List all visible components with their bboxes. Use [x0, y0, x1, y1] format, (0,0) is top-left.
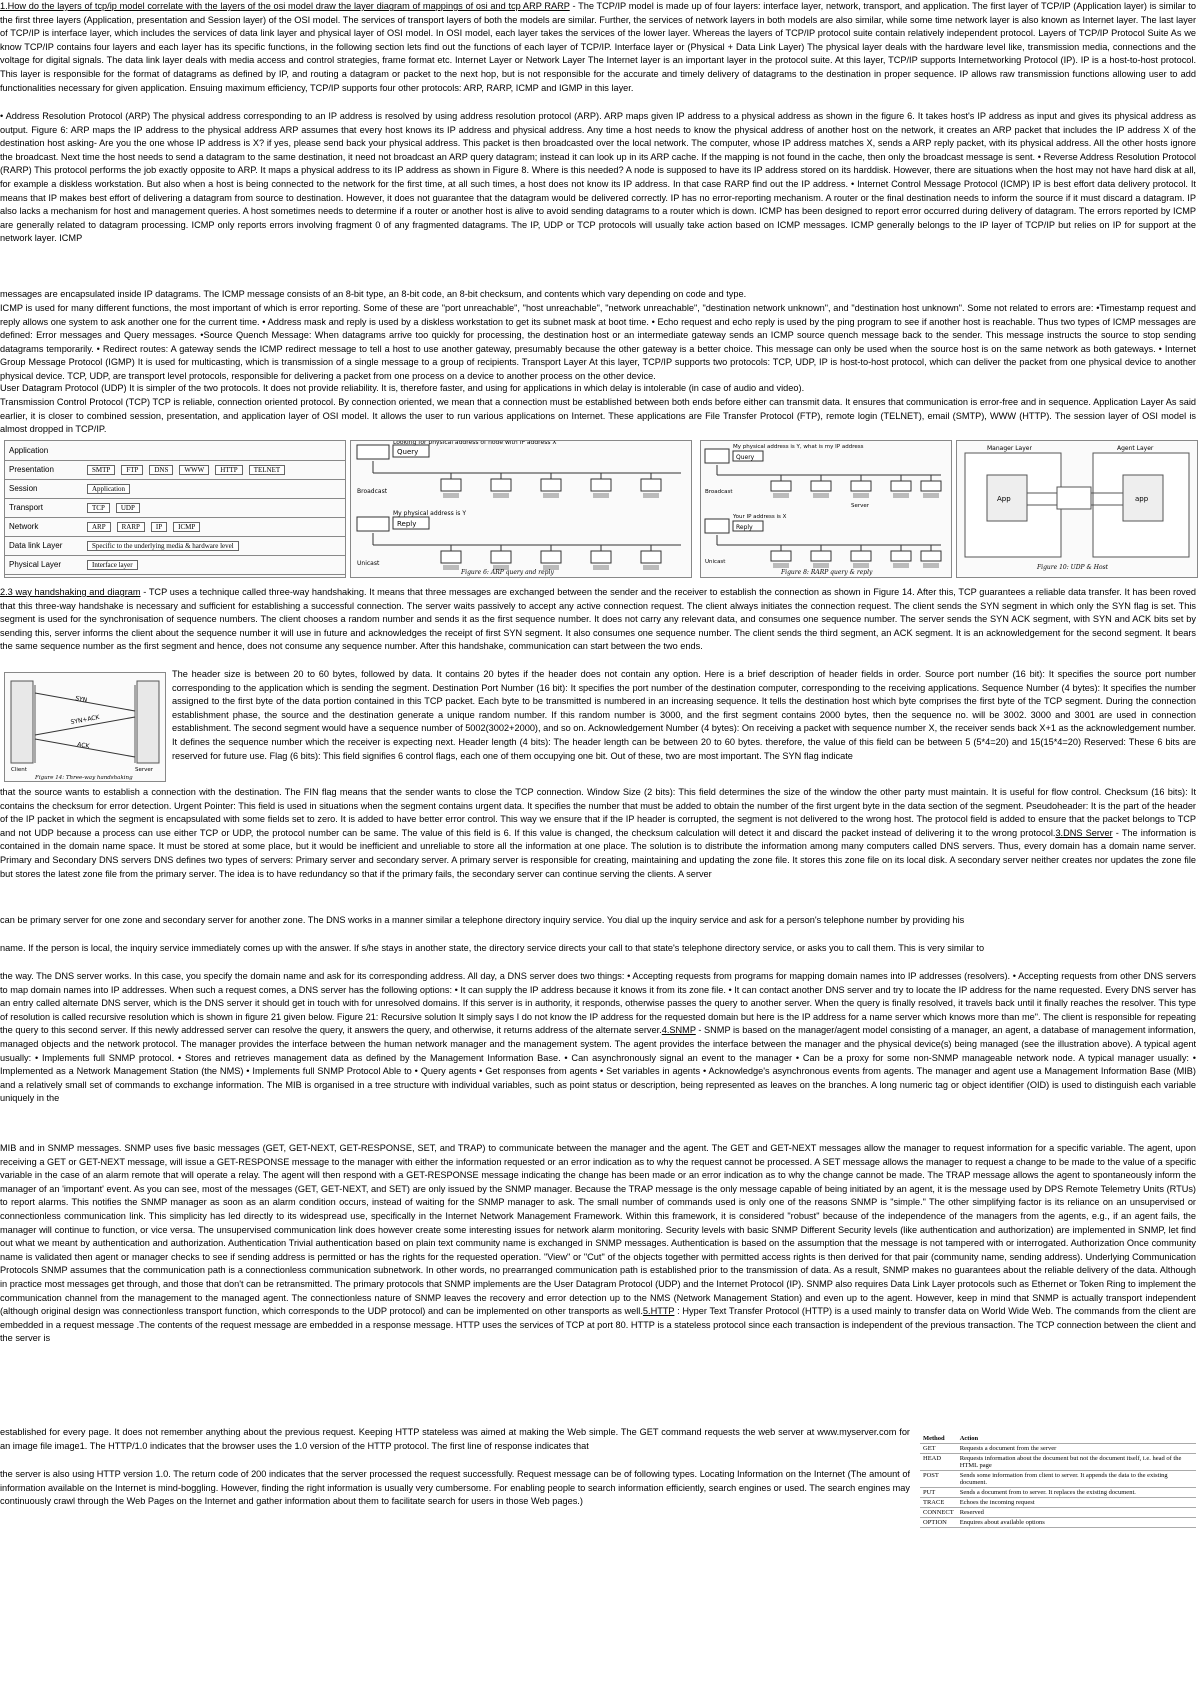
http-methods-header	[920, 1434, 1196, 1444]
rarp-diagram	[700, 440, 952, 578]
layer-label: Transport	[9, 503, 43, 512]
q2-body: - TCP uses a technique called three-way handshaking. It means that three messages are exchanged between the sender and the receiver to establish the connection as shown in Figure 14. After this, TCP guarantees a reliable data transfer. It has been roved that this three-way handshake is necessary and sufficient for establishing a successful connection. The server waits passively to accept any active connection request. The client always initiates the connection request. The client sends the SYN segment in which only the SYN flag is set. This segment is used for the synchronisation of sequence numbers. The client chooses a random number and sends it as the first sequence number. It does not carry any relevant data, and consumes one sequence number. The server sends the SYN ACK segment, with SYN and ACK bits set by sending this, server informs the client about the sequence number it will use in future and acknowledges the receipt of first SYN segment. It also consumes one sequence number. The client sends the third segment, an ACK segment. It is an acknowledgement for the second segment. It bears the same sequence number as the first segment and hence, does not consume any sequence number. After this handshake, communication can start between the two ends.	[0, 587, 1196, 652]
http-method-row	[920, 1471, 1196, 1488]
layer-label: Presentation	[9, 465, 54, 474]
q2-paragraph	[0, 586, 1196, 668]
http-method-row	[920, 1454, 1196, 1471]
tcp-header-continued: that the source wants to establish a connection with the destination. The FIN flag means that the sender wants to close the TCP connection. Window Size (2 bits): This field determines the size of the window the other party must maintain. It is useful for flow control. Checksum (16 bits): It contains the checksum for error detection. Urgent Pointer: This field is used in situations when the segment contains urgent data. It specifies the number that must be added to obtain the number of the first urgent byte in the data section of the segment. Pseudoheader: It is the part of the header of the IP packet in which the segment is encapsulated with some fields set to zero. It is added to have better error control. This way we ensure that if the IP header is corrupted, the segment is not delivered to the wrong host. The protocol field is added to ensure that the packet belongs to TCP and not UDP because a process can use either TCP or UDP, the protocol number can be same. The value of this field is 6. If this value is changed, the checksum calculation will detect it and discard the packet instead of delivering it to the wrong protocol.	[0, 787, 1196, 838]
handshake-caption: Figure 14: Three-way handshaking	[35, 775, 133, 781]
rarp-query-box-label: Query	[736, 454, 755, 461]
arp-query-box-label: Query	[397, 448, 419, 456]
server-computer	[137, 681, 159, 763]
manager-app-label: App	[997, 495, 1011, 503]
layer-row	[5, 498, 345, 518]
protocol-box: SMTP	[87, 465, 115, 475]
http-method-name: POST	[920, 1471, 957, 1488]
network-node	[771, 551, 791, 561]
layer-label: Session	[9, 484, 38, 493]
http-method-row	[920, 1488, 1196, 1498]
http-method-action: Enquires about available options	[957, 1518, 1196, 1528]
node-keyboard	[443, 493, 459, 498]
tcp-paragraph: Transmission Control Protocol (TCP) TCP is reliable, connection oriented protocol. By connection oriented, we mean that a connection must be established between both ends before either can transmit data. It ensures that communication is error-free and in sequence. Application Layer As said earlier, it is closer to combined session, presentation, and application layer of OSI model. It allows the user to run various applications on Internet. These applications are File Transfer Protocol (FTP), remote login (TELNET), email (SMTP), WWW (HTTP). The session layer of OSI model is almost dropped in TCP/IP.	[0, 397, 1196, 435]
client-label: Client	[11, 767, 27, 773]
handshake-diagram	[4, 672, 166, 782]
protocol-box: ICMP	[173, 522, 200, 532]
node-keyboard	[593, 565, 609, 570]
layer-row	[5, 441, 345, 461]
protocol-box: Specific to the underlying media & hardware level	[87, 541, 239, 551]
protocol-box: Application	[87, 484, 130, 494]
arp-broadcast-label: Broadcast	[357, 488, 388, 495]
arp-reply-box-label: Reply	[397, 520, 417, 528]
rarp-caption: Figure 8: RARP query & reply	[781, 569, 873, 576]
icmp-paragraph: ICMP is used for many different functions, the most important of which is error reporting. Some of these are "port unreachable", "host unreachable", "network unreachable", "destination network unknown", and "destination host unknown". Some not related to errors are: •Timestamp request and reply allows one system to ask another one for the current time. • Address mask and reply is used by a diskless workstation to get its subnet mask at boot time. • Echo request and echo reply is used by the ping program to see if another host is reachable. Thus two types of ICMP messages are defined: Error messages and Query messages. •Source Quench Message: When datagrams arrive too quickly for processing, the destination host or an intermediate gateway sends an ICMP source quench message back to the sender. This message instructs the source to stop sending datagrams temporarily. • Redirect routes: A gateway sends the ICMP redirect message to tell a host to use another gateway, presumably because the other gateway is a better choice. This message can only be used when the source host is on the same network as both gateways. • Internet Group Message Protocol (IGMP) It is used for multicasting, which is transmission of a single message to a group of recipients. Transport Layer At this layer, TCP/IP supports two protocols: TCP, UDP, IP is host-to-host protocol, which can deliver the packet from one physical device to another physical device. TCP, UDP, are transport level protocols, responsible for delivering a packet from one process on a device to another process on the other device.	[0, 303, 1196, 381]
http-method-action: Sends a document from to server. It replaces the existing document.	[957, 1488, 1196, 1498]
http-method-action: Requests a document from the server	[957, 1444, 1196, 1454]
node-keyboard	[773, 493, 789, 498]
http-method-action: Reserved	[957, 1508, 1196, 1518]
node-keyboard	[813, 563, 829, 568]
dns-paragraph	[0, 786, 1196, 908]
q1-heading[interactable]: 1.How do the layers of tcp/ip model correlate with the layers of the osi model draw the layer diagram of mappings of osi and tcp ARP RARP	[0, 1, 570, 11]
snmp-http-paragraph	[0, 1142, 1196, 1408]
dns-body: - The information is contained in the domain name space. It must be stored at some place, but it would be inefficient and unreliable to store all the information at one place. The solution is to distribute the information among many computers called DNS servers. Thus, every domain has a domain name server. Primary and Secondary DNS servers DNS defines two types of servers: Primary server and secondary server. A primary server is responsible for creating, maintaining and updating the zone file. It stores this zone file on its local disk. A secondary server neither creates nor updates the zone file but stores the latest zone file from the primary server. The idea is to have redundancy so that if the primary fails, the secondary server can continue serving the clients. A server	[0, 827, 1196, 879]
rarp-unicast-label: Unicast	[705, 559, 726, 565]
http-method-action: Requests information about the document but not the document itself, i.e. head of the HTML page	[957, 1454, 1196, 1471]
protocol-box: DNS	[149, 465, 173, 475]
syn-label: SYN	[74, 695, 88, 705]
agent-app-label: app	[1135, 495, 1149, 503]
protocol-box: UDP	[116, 503, 140, 513]
node-keyboard	[543, 493, 559, 498]
http-body: : Hyper Text Transfer Protocol (HTTP) is a used mainly to transfer data on World Wide Web. The commands from the client are embedded in a request message .The contents of the request message are embedded in a response message. HTTP uses the services of TCP at port 80. HTTP is a stateless protocol since each transaction is independent of the previous transaction. The TCP connection between the client and the server is	[0, 1306, 1196, 1344]
network-node	[851, 481, 871, 491]
protocol-box: WWW	[179, 465, 209, 475]
http-method-row	[920, 1498, 1196, 1508]
http-heading[interactable]: 5.HTTP	[642, 1306, 675, 1317]
syn-ack-label: SYN+ACK	[70, 714, 101, 726]
node-keyboard	[813, 493, 829, 498]
network-node	[491, 551, 511, 563]
http-method-row	[920, 1508, 1196, 1518]
q1-body: - The TCP/IP model is made up of four layers: interface layer, network, transport, and application. The first layer of TCP/IP (Application layer) is similar to the first three layers (Application, presentation and Session layer) of the OSI model. The services of transport layers of both the models are similar. Further, the services of network layers in both models are also similar, while some time network layer is also known as Internet layer. The last layer of TCP/IP is interface layer, which includes the services of data link layer and physical layer of OSI model. In OSI model, each layer takes the services of the lower layer. Whereas the layers of TCP/IP protocol suite contain relatively independent protocol. Layers of TCP/IP Protocol Suite As we know TCP/IP contains four layers and each layer has its specific functions, in the following section lets find out the functions of each layer of TCP/IP. Interface layer or (Physical + Data Link Layer) The physical layer deals with the hardware level like, transmission media, connections and the voltage for digital signals. The data link layer deals with media access and control strategies, frame format etc. Internet Layer or Network Layer The Internet layer is an important layer in the protocol suite. At this layer, TCP/IP supports Internetworking Protocol (IP). IP is a host-to-host protocol. This layer is responsible for the format of datagrams as defined by IP, and routing a datagram or packet to the next hop, but is not responsible for the accurate and timely delivery of datagrams to the destination in proper sequence. IP allows raw transmission functions allowing user to add functionalities necessary for given application. Ensuing maximum efficiency, TCP/IP supports four other protocols: ARP, RARP, ICMP and IGMP in this layer.	[0, 1, 1196, 93]
network-node	[641, 479, 661, 491]
dns-heading[interactable]: 3.DNS Server	[1055, 827, 1113, 838]
network-node	[591, 479, 611, 491]
http-method-name: PUT	[920, 1488, 957, 1498]
rarp-svg	[701, 441, 951, 577]
node-keyboard	[593, 493, 609, 498]
protocol-box: FTP	[121, 465, 143, 475]
network-node	[641, 551, 661, 563]
network-node	[491, 479, 511, 491]
network-node	[441, 479, 461, 491]
rarp-host-b	[705, 519, 729, 533]
layer-label: Physical Layer	[9, 560, 62, 569]
layer-label: Application	[9, 446, 49, 455]
network-node	[591, 551, 611, 563]
rarp-reply-box-label: Reply	[736, 524, 753, 531]
udp-host-diagram	[956, 440, 1198, 578]
handshake-svg	[5, 673, 165, 781]
http-method-name: CONNECT	[920, 1508, 957, 1518]
network-node	[921, 551, 941, 561]
arp-host-a	[357, 445, 389, 459]
node-keyboard	[893, 563, 909, 568]
node-keyboard	[923, 563, 939, 568]
dns-line-3: name. If the person is local, the inquiry service immediately comes up with the answer. If s/he stays in another state, the directory service directs your call to that state's telephone directory service, or asks you to call them. This is very similar to	[0, 943, 985, 953]
dns-snmp-paragraph	[0, 970, 1196, 1126]
network-node	[541, 479, 561, 491]
protocol-box: TELNET	[249, 465, 285, 475]
node-keyboard	[853, 563, 869, 568]
node-keyboard	[643, 565, 659, 570]
arp-unicast-label: Unicast	[357, 560, 380, 567]
protocol-box: TCP	[87, 503, 110, 513]
arp-host-b	[357, 517, 389, 531]
snmp-heading[interactable]: 4.SNMP	[661, 1025, 696, 1036]
udp-paragraph: User Datagram Protocol (UDP) It is simpler of the two protocols. It does not provide reliability. It is, therefore faster, and using for applications in which delay is intolerable (in case of audio and video).	[0, 383, 805, 393]
http-method-name: GET	[920, 1444, 957, 1454]
udp-middle-box	[1057, 487, 1091, 509]
layer-label: Data link Layer	[9, 541, 63, 550]
dns-line-2: can be primary server for one zone and secondary server for another zone. The DNS works in a manner similar a telephone directory inquiry service. You dial up the inquiry service and ask for a person's telephone number by providing his	[0, 915, 965, 925]
rarp-query-label: My physical address is Y, what is my IP address	[733, 444, 864, 450]
network-node	[811, 481, 831, 491]
network-node	[891, 481, 911, 491]
http-method-name: OPTION	[920, 1518, 957, 1528]
arp-reply-label: My physical address is Y	[393, 510, 466, 517]
http-paragraph-2: established for every page. It does not remember anything about the previous request. Keeping HTTP stateless was aimed at making the Web simple. The GET command requests the web server at www.myserver.com for an image file image1. The HTTP/1.0 indicates that the browser uses the 1.0 version of the HTTP protocol. The first line of response indicates that	[0, 1427, 910, 1451]
http-method-name: HEAD	[920, 1454, 957, 1471]
agent-layer-title: Agent Layer	[1117, 445, 1154, 452]
ack-label: ACK	[76, 741, 90, 751]
protocol-box: ARP	[87, 522, 111, 532]
network-node	[771, 481, 791, 491]
node-keyboard	[923, 493, 939, 498]
arp-caption: Figure 6: ARP query and reply	[461, 569, 554, 576]
network-node	[541, 551, 561, 563]
node-keyboard	[853, 493, 869, 498]
layer-row	[5, 555, 345, 575]
http-method-action: Echoes the incoming request	[957, 1498, 1196, 1508]
network-node	[851, 551, 871, 561]
method-header: Method	[920, 1434, 957, 1444]
http-method-row	[920, 1444, 1196, 1454]
arp-paragraph: • Address Resolution Protocol (ARP) The physical address corresponding to an IP address is resolved by using address resolution protocol (ARP). ARP maps given IP address to a physical address as shown in the figure 6. It takes host's IP address as input and gives its physical address as output. Figure 6: ARP maps the IP address to the physical address ARP assumes that every host knows its IP address and physical address. Any time a host needs to know the physical address of another host on the network, it creates an ARP packet that includes the IP address X of the destination host asking- Are you the one whose IP address is X? if yes, please send back your physical address. This packet is then broadcasted over the local network. The computer, whose IP address matches X, sends a ARP reply packet, with its physical address. All the other hosts ignore the broadcast. Next time the host needs to send a datagram to the same destination, it need not broadcast an ARP query datagram; instead it can look up in its ARP cache. If the mapping is not found in the cache, then only the broadcast message is sent. • Reverse Address Resolution Protocol (RARP) This protocol performs the job exactly opposite to ARP. It maps a physical address to its IP address as shown in Figure 8. Where is this needed? A node is supposed to have its IP address stored on its harddisk. However, there are situations when the host may not have hard disk at all, for example a diskless workstation. But also when a host is being connected to the network for the first time, at all such times, a host does not know its IP address. In that case RARP find out the IP address. • Internet Control Message Protocol (ICMP) IP is best effort data delivery protocol. It means that IP makes best effort of delivering a datagram from source to destination. However, it does not guarantee that the datagram would be delivered correctly. IP has no error-reporting mechanism. A router or the final destination needs to inform the source if it must discard a datagram. IP also lacks a mechanism for host and management queries. A host sometimes needs to determine if a router or another host is alive to avoid sending datagrams to a router which is down. ICMP has been designed to report error occurred during delivery of datagram. The errors reported by ICMP are generally related to datagram processing. ICMP only reports errors involving fragment 0 of any fragmented datagrams. The IP, UDP or TCP protocols will usually take action based on ICMP messages. ICMP generally belongs to the IP layer of TCP/IP but relies on IP for support at the network layer. ICMP	[0, 111, 1196, 244]
arp-diagram	[350, 440, 692, 578]
network-node	[441, 551, 461, 563]
layer-row	[5, 517, 345, 537]
protocol-box: RARP	[117, 522, 145, 532]
node-keyboard	[643, 493, 659, 498]
network-node	[891, 551, 911, 561]
node-keyboard	[773, 563, 789, 568]
network-node	[921, 481, 941, 491]
node-keyboard	[893, 493, 909, 498]
protocol-box: Interface layer	[87, 560, 138, 570]
tcpip-layer-diagram	[4, 440, 346, 578]
udp-host-svg	[957, 441, 1197, 577]
network-node	[811, 551, 831, 561]
server-label: Server	[135, 767, 154, 773]
node-keyboard	[443, 565, 459, 570]
rarp-host-a	[705, 449, 729, 463]
rarp-reply-label: Your IP address is X	[733, 514, 787, 520]
node-keyboard	[493, 493, 509, 498]
action-header: Action	[957, 1434, 1196, 1444]
q1-paragraph	[0, 0, 1196, 110]
layer-row	[5, 536, 345, 556]
tcp-header-paragraph: The header size is between 20 to 60 bytes, followed by data. It contains 20 bytes if the header does not contain any option. Here is a brief description of header fields in order. Source port number (16 bit): It specifies the source port number corresponding to the application which is sending the segment. Destination Port Number (16 bit): It specifies the port number of the destination computer, corresponding to the receiving applications. Sequence Number (4 bytes): It specifies the number assigned to the first byte of the data portion contained in this TCP packet. Each byte to be transmitted is numbered in an increasing sequence. It tells the destination host which byte comprises the first byte of the TCP segment. During the connection establishment phase, the source and the destination generate a unique random number. If this random number is 3000, and the first segment contains 2000 bytes, then the sequence no. will be 3002. 3000 and 3001 are used in connection establishment. The second segment would have a sequence number of 5002(3002+2000), and so on. Acknowledgement Number (4 bytes): On receiving a packet with sequence number X, the receiver sends back X+1 as the acknowledgement number. It defines the sequence number which the receiver is expecting next. Header length (4 bits): The header length can be between 20 to 60 bytes. therefore, the value of this field can be between 5 (5*4=20) and 15(15*4=20) Reserved: These 6 bits are reserved for future use. Flag (6 bits): This field signifies 6 control flags, each one of them occupying one bit. Out of these, two are most important. The SYN flag indicate	[172, 669, 1196, 761]
manager-layer-title: Manager Layer	[987, 445, 1032, 452]
rarp-broadcast-label: Broadcast	[705, 489, 733, 495]
protocol-box: IP	[151, 522, 167, 532]
client-computer	[11, 681, 33, 763]
snmp-body-2: MIB and in SNMP messages. SNMP uses five basic messages (GET, GET-NEXT, GET-RESPONSE, SET, and TRAP) to communicate between the manager and the agent. The GET and GET-NEXT messages allow the manager to request information for a specific variable. The agent, upon receiving a GET or GET-NEXT message, will issue a GET-RESPONSE message to the manager with either the information requested or an error indication as to why the request cannot be processed. A SET message allows the manager to request a change to be made to the value of a specific variable in the case of an alarm remote that will operate a relay. The agent will then respond with a GET-RESPONSE message indicating the change has been made or an error indication as to why the change cannot be made. The TRAP message allows the agent to spontaneously inform the manager of an 'important' event. As you can see, most of the messages (GET, GET-NEXT, and SET) are only issued by the SNMP manager. Because the TRAP message is the only message capable of being initiated by an agent, it is the message used by DPS Remote Telemetry Units (RTUs) to report alarms. This notifies the SNMP manager as soon as an alarm condition occurs, instead of waiting for the SNMP manager to ask. The small number of commands used is only one of the reasons SNMP is "simple." The other simplifying factor is its reliance on an unsupervised or connectionless communication link. This simplicity has led directly to its widespread use, specifically in the Internet Network Management Framework. Within this framework, it is considered "robust" because of the independence of the managers from the agents, e.g., if an agent fails, the manager will continue to function, or vice versa. The unsupervised communication link does however create some interesting issues for network alarm monitoring. Security levels with basic SNMP Different Security levels (like authentication and authorization) are implemented in SNMP, let find out what we meant by authentication and authorization. Authentication Trivial authentication based on plain text community name is exchanged in SNMP messages. Authentication is based on the assumption that the message is not tampered with or interrogated. Authorization Once community name is validated then agent or manager checks to see if sending address is permitted or has the rights for the requested operation. "View" or "Cut" of the objects together with permitted access rights is then derived for that pair (community name, sending address). Underlying Communication Protocols SNMP assumes that the communication path is a connectionless communication subnetwork. In other words, no prearranged communication path is established prior to the transmission of data. As a result, SNMP makes no guarantees about the reliable delivery of the data. Although in practice most messages get through, and those that don't can be retransmitted. The primary protocols that SNMP implements are the User Datagram Protocol (UDP) and the Internet Protocol (IP). SNMP also requires Data Link Layer protocols such as Ethernet or Token Ring to implement the communication channel from the management to the managed agent. The connectionless nature of SNMP leaves the recovery and error detection up to the NMS (Network Management Station) and even up to the agent. However, keep in mind that SNMP is actually transport independent (although original design was connectionless transport function, which corresponds to the UDP protocol) and can be implemented on other transports as well.	[0, 1143, 1196, 1317]
snmp-body: - SNMP is based on the manager/agent model consisting of a manager, an agent, a database of management information, managed objects and the network protocol. The manager provides the interface between the human network manager and the management system. The agent provides the interface between the manager and the physical device(s) being managed (see the illustration above). A typical agent usually: • Implements full SNMP protocol. • Stores and retrieves management data as defined by the Management Information Base. • Can asynchronously signal an event to the manager • Can be a proxy for some non-SNMP manageable network node. A typical manager usually: • Implemented as a Network Management Station (the NMS) • Implements full SNMP Protocol Able to • Query agents • Get responses from agents • Set variables in agents • Acknowledge's asynchronous events from agents. The manager and agent use a Management Information Base (MIB) and a relatively small set of commands to exchange information. The MIB is organised in a tree structure with individual variables, such as point status or description, being represented as leaves on the branches. A long numeric tag or object identifier (OID) is used to distinguish each variable uniquely in the	[0, 1025, 1196, 1104]
arp-svg	[351, 441, 691, 577]
arp-query-label: Looking for physical address of node with IP address X	[393, 441, 557, 446]
http-methods-table	[920, 1434, 1196, 1528]
udp-host-caption: Figure 10: UDP & Host	[1037, 564, 1109, 571]
layer-row	[5, 479, 345, 499]
layer-label: Network	[9, 522, 39, 531]
http-method-action: Sends some information from client to server. It appends the data to the existing document.	[957, 1471, 1196, 1488]
dns-body-2: the way. The DNS server works. In this case, you specify the domain name and ask for its corresponding address. All day, a DNS server does two things: • Accepting requests from programs for mapping domain names into IP addresses (resolvers). • Accepting requests from other DNS servers to map domain names into IP addresses. When such a request comes, a DNS server has the following options: • It can supply the IP address because it knows it from its zone file. • It can contact another DNS server and try to locate the IP address for the name requested. Every DNS server has an entry called alternate DNS server, which is the DNS server it should get in touch with for unresolved domains. If this server is in authority, it responds, otherwise passes the query to another server. When the query is finally resolved, it travels back until it finally reaches the resolver. This type of resolution is called recursive resolution which is shown in figure 21 given below. Figure 21: Recursive solution It simply says I do not know the IP address for the requested domain but here is the IP address for a name server which knows more than me". The client is responsible for repeating the query to this second server. If this newly addressed server can resolve the query, it answers the query, and otherwise, it returns address of the alternate server.	[0, 971, 1196, 1036]
http-method-row	[920, 1518, 1196, 1528]
layer-row	[5, 460, 345, 480]
http-method-name: TRACE	[920, 1498, 957, 1508]
http-paragraph-3: the server is also using HTTP version 1.0. The return code of 200 indicates that the server processed the request successfully. Request message can be of following types. Locating Information on the Internet (The amount of information available on the Internet is mind-boggling. However, finding the right information is usually very cumbersome. For enabling people to search information efficiently, search engines or used. The search engines may continuously crawl through the Web Pages on the Internet and gather information about them to facilitate search for users in those Web pages.)	[0, 1469, 910, 1507]
q2-heading[interactable]: 2.3 way handshaking and diagram	[0, 587, 141, 597]
rarp-server-label: Server	[851, 503, 870, 509]
icmp-message-line: messages are encapsulated inside IP datagrams. The ICMP message consists of an 8-bit type, an 8-bit code, an 8-bit checksum, and contents which vary depending on code and type.	[0, 289, 747, 299]
protocol-box: HTTP	[215, 465, 243, 475]
